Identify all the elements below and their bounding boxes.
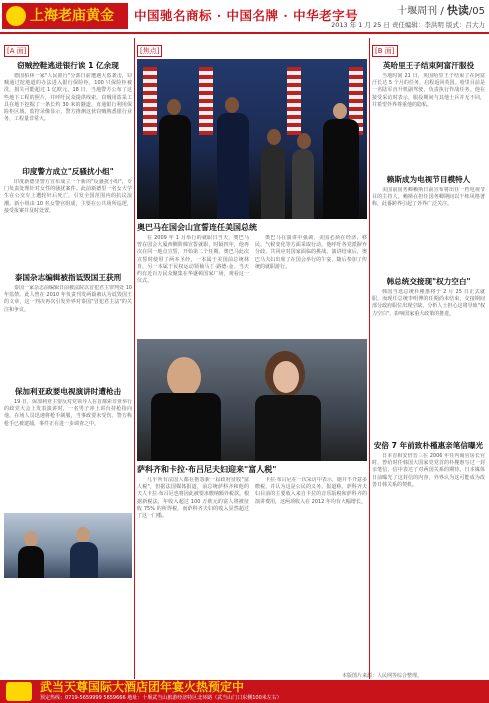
inauguration-photo xyxy=(137,59,367,219)
headline: 奥巴马在国会山宣誓连任美国总统 xyxy=(137,223,257,232)
section-tag: [A 面] xyxy=(4,45,29,57)
headline: 印度警方成立"反骚扰小组" xyxy=(22,167,114,176)
article-text: 当地时间 21 日，英国哈里王子结束了在阿富汗长达 5 个月的任务，启程返回英国。哈里目前是一名陆军直升机副驾驶，负责执行作战任务。他在接受采访时表示，服役期间与其他士兵并无不同，并希望外界尊重他的隐私。 xyxy=(372,73,485,108)
headline: 泰国杂志编辑被指诋毁国王获刑 xyxy=(14,273,122,282)
article-text: 韩国当选总统朴槿惠将于 2 月 25 日正式就职，而现任总统李明博的任期尚未结束，交接期间部分政府职位出现空缺，分析人士担心这将导致"权力空白"，影响国家重大政策的推进。 xyxy=(372,289,485,317)
headline: 窃贼控鞋逃进银行诶 1 亿余现 xyxy=(17,61,119,70)
ad-contact: 预定热线：0719-5659999 5659666 地址：十堰武当山旅游经济特区北环路（武当山门口东侧100米左右） xyxy=(40,695,282,701)
article-body xyxy=(137,235,367,335)
hotel-logo-icon xyxy=(6,682,32,701)
left-column xyxy=(4,38,132,679)
column-divider xyxy=(369,38,370,679)
article-text: 印度新德里警方宣布成立一个新的"反骚扰小组"，专门负责处理针对女性的骚扰案件。此前新德里一名女大学生在公交车上遭轮奸后死亡，引发全国范围内的抗议浪潮。新小组由 10 名女警官组成，主要在公共场所巡逻，接受报案并及时处置。 xyxy=(4,179,132,214)
article-text: 日本首相安倍晋三在 2006 年任内阁官房长官时，曾给时任韩国大国家党党首的朴槿惠写过一封亲笔信，信中表达了对两国关系的期待。日本媒体日前曝光了这封信的内容，外界认为这可能成为改善日韩关系的契机。 xyxy=(372,453,485,488)
article-text: 美国前国务卿赖斯日前宣布将出任一档电视节目的主持人。赖斯在担任国务卿期间以干练风格著称，此番跨界引起了外界广泛关注。 xyxy=(372,187,485,208)
photo-credit: 本版图片来源：人民网等综合整理。 xyxy=(342,673,423,679)
temple-seal-icon xyxy=(6,6,26,26)
conference-photo xyxy=(4,513,132,578)
masthead-rule xyxy=(0,32,489,34)
article-text: 奥巴马在演讲中强调，美国必须在经济、移民、气候变化等方面采取行动，他呼吁各党派摒弃分歧，共同应对国家面临的挑战。演讲结束后，奥巴马夫妇出席了在国会举行的午宴，随后参加了传统的就职游行。 xyxy=(255,235,367,270)
article-text: 卡拉·布吕尼在一次采访中表示，她并不介意多缴税，并认为这是公民的义务。报道称，萨科齐夫妇目前的主要收入来自卡拉的音乐版税和萨科齐的演讲费用，这两项收入在 2012 年均有大幅增长。 xyxy=(255,477,367,505)
couple-photo xyxy=(137,339,367,461)
issue-info xyxy=(331,2,485,29)
headline: 保加利亚政要电视演讲时遭枪击 xyxy=(14,387,122,396)
article-text: 19 日，保加利亚主要反对党领导人在首都索非亚举行的政党大会上发表演讲时，一名男子冲上讲台持枪指向他。在场人员迅速将枪手制服，当事政要未受伤。警方称枪手已被逮捕，事件正在进一步调查之中。 xyxy=(4,399,132,427)
center-column xyxy=(137,38,367,679)
logo-text: 上海老庙黄金 xyxy=(30,8,114,24)
article-text: 几乎所有法国人都在抱怨新一届政府征收"富人税"，但据法国媒体报道，前总统萨科齐和他的夫人卡拉·布吕尼也将因此被要求缴纳额外税款。根据新税法，年收入超过 100 万欧元的富人将被征收 75% 的所得税，而萨科齐夫妇的收入显然超过了这一门槛。 xyxy=(137,477,249,520)
article-text: 在 2009 年 1 月举行的就职日当天，奥巴马曾在国会大厦西侧阶梯宣誓就职，时隔四年，他再次在同一地点宣誓，开始第二个任期。奥巴马此次宣誓时使用了两本圣经，一本属于美国前总统林肯，另一本属于民权运动领袖马丁·路德·金。当天约有近百万民众聚集在华盛顿国家广场，观看这一仪式。 xyxy=(137,235,249,285)
section-tag: [B 面] xyxy=(372,45,398,57)
article-text: 德国柏林一家"人民银行"分部日前遭遇大盗袭击，窃贼通过挖地道的办法进入银行保险柜，100 只保险柜被洗，损失可能超过 1 亿欧元。18 日，当地警方公布了这些地下工程的照片，并呼吁民众提供线索。窃贼用盗采工具在地下挖掘了一条长约 30 米的隧道，直通银行利用保险柜区域，监控录像显示，警方推测这伙窃贼熟悉银行业务，工程量非常大。 xyxy=(4,73,132,123)
article-body xyxy=(137,477,367,679)
ad-title: 武当天尊国际大酒店团年宴火热预定中 xyxy=(40,680,245,694)
right-column xyxy=(372,38,485,679)
article-text: 泰国一家杂志前编辑日前被法院以冒犯君主罪判处 10 年监禁。此人曾在 2010 年负责刊发两篇被认为诋毁国王的文章，这一判决再次引发外界对泰国"冒犯君主法"的关注和争议。 xyxy=(4,285,132,313)
headline: 韩总统交接现"权力空白" xyxy=(386,277,471,286)
masthead xyxy=(0,0,489,32)
brand-slogan: 中国驰名商标 · 中国名牌 · 中华老字号 xyxy=(134,8,359,23)
section-name: 十堰周刊 / 快读/05 xyxy=(397,4,485,17)
section-tag: [焦点] xyxy=(137,45,162,57)
headline: 英哈里王子结束阿富汗服役 xyxy=(382,61,475,70)
headline: 安倍 7 年前致朴槿惠亲笔信曝光 xyxy=(373,441,484,450)
column-divider xyxy=(134,38,135,679)
headline: 赖斯成为电视节目模特人 xyxy=(386,175,471,184)
headline: 萨科齐和卡拉·布吕尼夫妇迎来"富人税" xyxy=(137,465,277,474)
issue-date: 2013 年 1 月 25 日 责任编辑：李洪明 版式：吕大力 xyxy=(331,21,485,29)
hotel-advertisement[interactable] xyxy=(0,680,489,703)
brand-logo xyxy=(2,3,128,29)
